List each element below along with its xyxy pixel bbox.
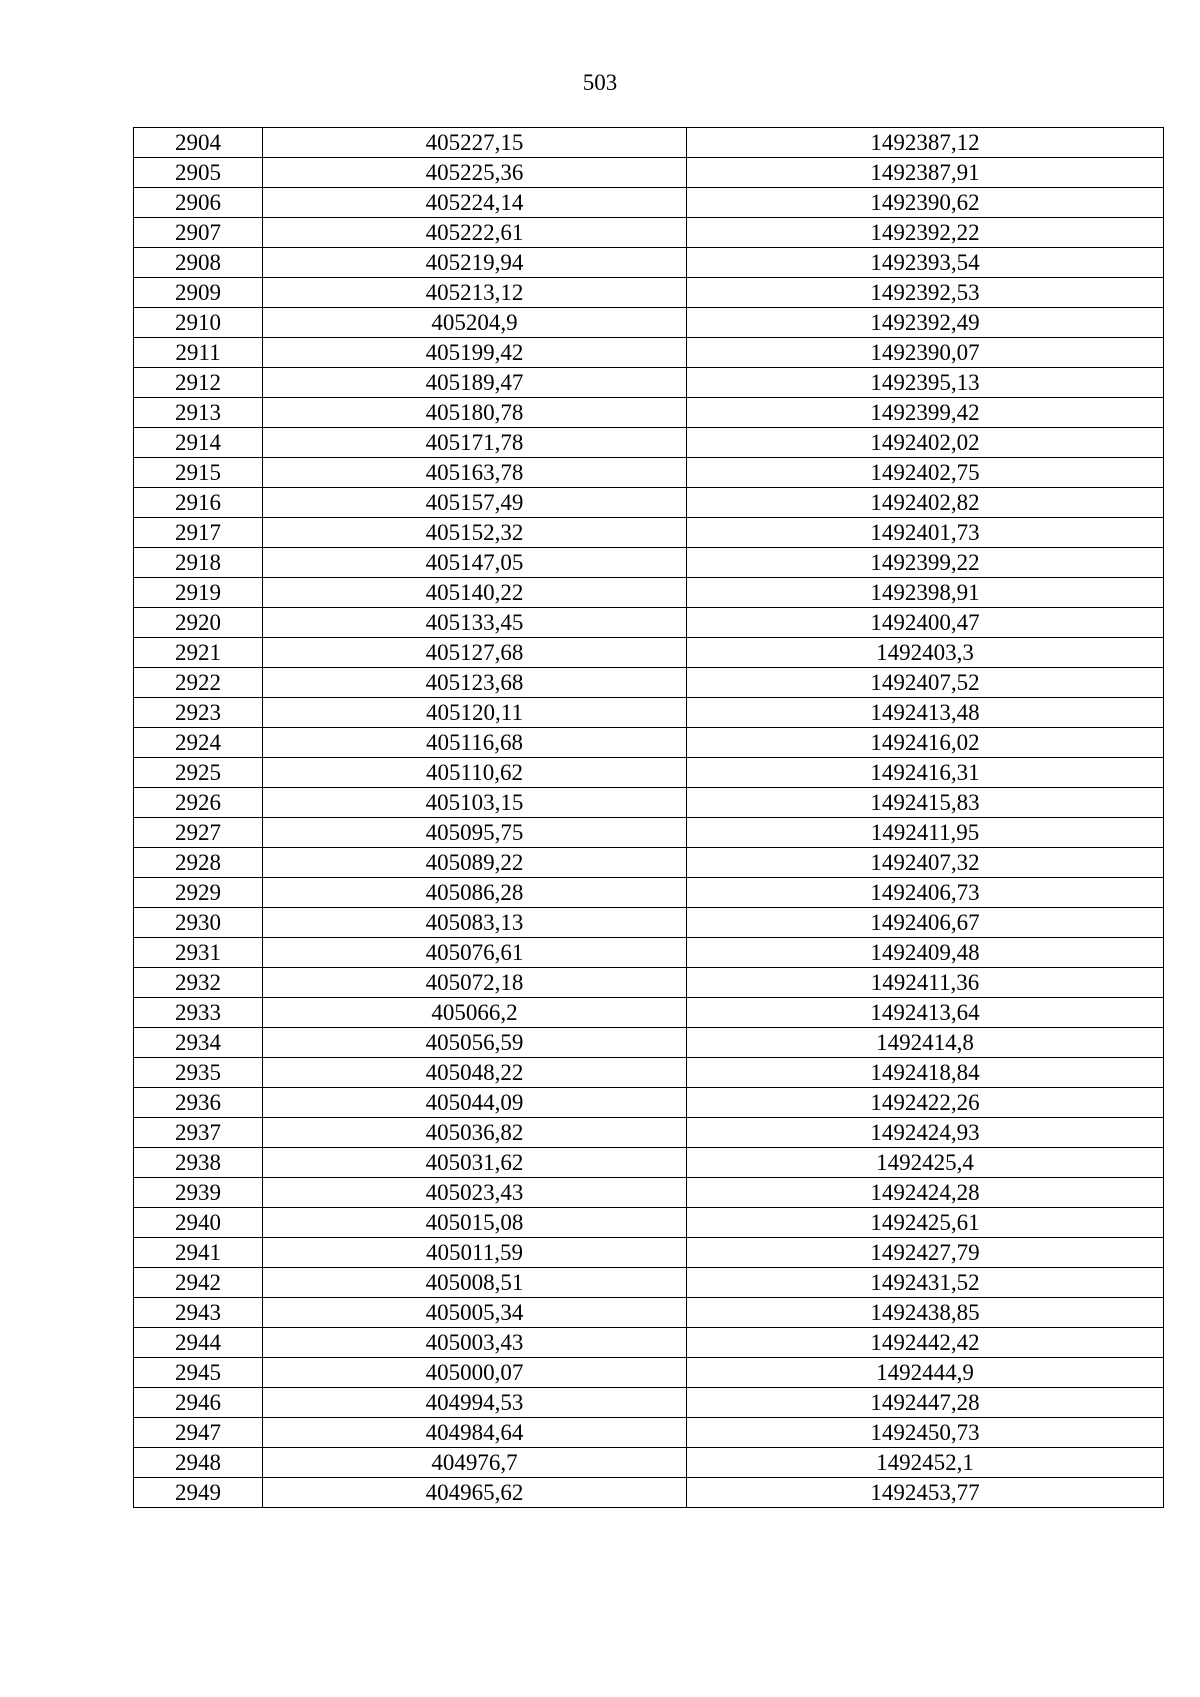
point-number-cell: 2910 [134, 308, 263, 338]
point-number-cell: 2941 [134, 1238, 263, 1268]
table-row [134, 218, 1164, 248]
point-number-cell: 2947 [134, 1418, 263, 1448]
point-number-cell: 2919 [134, 578, 263, 608]
y-coordinate-cell: 1492413,48 [687, 698, 1164, 728]
point-number-cell: 2926 [134, 788, 263, 818]
table-row [134, 878, 1164, 908]
y-coordinate-cell: 1492395,13 [687, 368, 1164, 398]
y-coordinate-cell: 1492392,49 [687, 308, 1164, 338]
y-coordinate-cell: 1492406,67 [687, 908, 1164, 938]
point-number-cell: 2925 [134, 758, 263, 788]
table-row [134, 638, 1164, 668]
point-number-cell: 2913 [134, 398, 263, 428]
y-coordinate-cell: 1492411,95 [687, 818, 1164, 848]
table-row [134, 188, 1164, 218]
table-row [134, 848, 1164, 878]
x-coordinate-cell: 405008,51 [263, 1268, 687, 1298]
point-number-cell: 2928 [134, 848, 263, 878]
point-number-cell: 2908 [134, 248, 263, 278]
table-row [134, 1148, 1164, 1178]
y-coordinate-cell: 1492418,84 [687, 1058, 1164, 1088]
x-coordinate-cell: 405066,2 [263, 998, 687, 1028]
table-row [134, 338, 1164, 368]
point-number-cell: 2948 [134, 1448, 263, 1478]
table-row [134, 758, 1164, 788]
x-coordinate-cell: 405015,08 [263, 1208, 687, 1238]
x-coordinate-cell: 405044,09 [263, 1088, 687, 1118]
table-row [134, 1268, 1164, 1298]
y-coordinate-cell: 1492450,73 [687, 1418, 1164, 1448]
point-number-cell: 2909 [134, 278, 263, 308]
point-number-cell: 2945 [134, 1358, 263, 1388]
x-coordinate-cell: 405031,62 [263, 1148, 687, 1178]
point-number-cell: 2949 [134, 1478, 263, 1508]
x-coordinate-cell: 405011,59 [263, 1238, 687, 1268]
y-coordinate-cell: 1492392,22 [687, 218, 1164, 248]
table-row [134, 1478, 1164, 1508]
x-coordinate-cell: 405204,9 [263, 308, 687, 338]
table-row [134, 548, 1164, 578]
y-coordinate-cell: 1492425,61 [687, 1208, 1164, 1238]
x-coordinate-cell: 405083,13 [263, 908, 687, 938]
y-coordinate-cell: 1492403,3 [687, 638, 1164, 668]
point-number-cell: 2927 [134, 818, 263, 848]
point-number-cell: 2935 [134, 1058, 263, 1088]
x-coordinate-cell: 405219,94 [263, 248, 687, 278]
y-coordinate-cell: 1492399,42 [687, 398, 1164, 428]
table-row [134, 1178, 1164, 1208]
page-number: 503 [582, 70, 618, 95]
x-coordinate-cell: 405095,75 [263, 818, 687, 848]
y-coordinate-cell: 1492393,54 [687, 248, 1164, 278]
x-coordinate-cell: 405003,43 [263, 1328, 687, 1358]
y-coordinate-cell: 1492413,64 [687, 998, 1164, 1028]
table-row [134, 578, 1164, 608]
x-coordinate-cell: 405171,78 [263, 428, 687, 458]
point-number-cell: 2939 [134, 1178, 263, 1208]
y-coordinate-cell: 1492411,36 [687, 968, 1164, 998]
y-coordinate-cell: 1492399,22 [687, 548, 1164, 578]
table-row [134, 398, 1164, 428]
point-number-cell: 2946 [134, 1388, 263, 1418]
table-row [134, 488, 1164, 518]
table-row [134, 1238, 1164, 1268]
point-number-cell: 2934 [134, 1028, 263, 1058]
point-number-cell: 2915 [134, 458, 263, 488]
x-coordinate-cell: 405086,28 [263, 878, 687, 908]
x-coordinate-cell: 404984,64 [263, 1418, 687, 1448]
point-number-cell: 2905 [134, 158, 263, 188]
x-coordinate-cell: 405189,47 [263, 368, 687, 398]
x-coordinate-cell: 404965,62 [263, 1478, 687, 1508]
x-coordinate-cell: 405157,49 [263, 488, 687, 518]
y-coordinate-cell: 1492416,02 [687, 728, 1164, 758]
table-row [134, 248, 1164, 278]
y-coordinate-cell: 1492402,75 [687, 458, 1164, 488]
point-number-cell: 2942 [134, 1268, 263, 1298]
y-coordinate-cell: 1492415,83 [687, 788, 1164, 818]
point-number-cell: 2921 [134, 638, 263, 668]
table-row [134, 368, 1164, 398]
y-coordinate-cell: 1492392,53 [687, 278, 1164, 308]
x-coordinate-cell: 405056,59 [263, 1028, 687, 1058]
table-row [134, 1118, 1164, 1148]
point-number-cell: 2930 [134, 908, 263, 938]
table-row [134, 1388, 1164, 1418]
x-coordinate-cell: 405127,68 [263, 638, 687, 668]
table-row [134, 1358, 1164, 1388]
x-coordinate-cell: 405222,61 [263, 218, 687, 248]
x-coordinate-cell: 405163,78 [263, 458, 687, 488]
point-number-cell: 2924 [134, 728, 263, 758]
point-number-cell: 2929 [134, 878, 263, 908]
point-number-cell: 2944 [134, 1328, 263, 1358]
table-row [134, 308, 1164, 338]
table-row [134, 1328, 1164, 1358]
y-coordinate-cell: 1492407,32 [687, 848, 1164, 878]
x-coordinate-cell: 405076,61 [263, 938, 687, 968]
point-number-cell: 2940 [134, 1208, 263, 1238]
point-number-cell: 2922 [134, 668, 263, 698]
table-row [134, 728, 1164, 758]
table-row [134, 1088, 1164, 1118]
y-coordinate-cell: 1492406,73 [687, 878, 1164, 908]
point-number-cell: 2920 [134, 608, 263, 638]
y-coordinate-cell: 1492424,28 [687, 1178, 1164, 1208]
table-row [134, 518, 1164, 548]
point-number-cell: 2923 [134, 698, 263, 728]
table-body [134, 128, 1164, 1508]
y-coordinate-cell: 1492452,1 [687, 1448, 1164, 1478]
x-coordinate-cell: 405140,22 [263, 578, 687, 608]
x-coordinate-cell: 405072,18 [263, 968, 687, 998]
table-row [134, 998, 1164, 1028]
y-coordinate-cell: 1492427,79 [687, 1238, 1164, 1268]
point-number-cell: 2937 [134, 1118, 263, 1148]
x-coordinate-cell: 405147,05 [263, 548, 687, 578]
x-coordinate-cell: 405116,68 [263, 728, 687, 758]
table-row [134, 908, 1164, 938]
x-coordinate-cell: 404994,53 [263, 1388, 687, 1418]
table-row [134, 668, 1164, 698]
point-number-cell: 2911 [134, 338, 263, 368]
table-row [134, 608, 1164, 638]
y-coordinate-cell: 1492453,77 [687, 1478, 1164, 1508]
x-coordinate-cell: 405123,68 [263, 668, 687, 698]
y-coordinate-cell: 1492442,42 [687, 1328, 1164, 1358]
table-row [134, 788, 1164, 818]
table-row [134, 428, 1164, 458]
table-row [134, 1028, 1164, 1058]
point-number-cell: 2916 [134, 488, 263, 518]
x-coordinate-cell: 405000,07 [263, 1358, 687, 1388]
y-coordinate-cell: 1492438,85 [687, 1298, 1164, 1328]
y-coordinate-cell: 1492390,07 [687, 338, 1164, 368]
point-number-cell: 2904 [134, 128, 263, 158]
x-coordinate-cell: 405199,42 [263, 338, 687, 368]
x-coordinate-cell: 405152,32 [263, 518, 687, 548]
point-number-cell: 2912 [134, 368, 263, 398]
x-coordinate-cell: 405180,78 [263, 398, 687, 428]
y-coordinate-cell: 1492402,02 [687, 428, 1164, 458]
x-coordinate-cell: 405213,12 [263, 278, 687, 308]
x-coordinate-cell: 405133,45 [263, 608, 687, 638]
point-number-cell: 2938 [134, 1148, 263, 1178]
point-number-cell: 2936 [134, 1088, 263, 1118]
y-coordinate-cell: 1492414,8 [687, 1028, 1164, 1058]
x-coordinate-cell: 405023,43 [263, 1178, 687, 1208]
y-coordinate-cell: 1492431,52 [687, 1268, 1164, 1298]
x-coordinate-cell: 405120,11 [263, 698, 687, 728]
point-number-cell: 2933 [134, 998, 263, 1028]
table-row [134, 968, 1164, 998]
y-coordinate-cell: 1492422,26 [687, 1088, 1164, 1118]
point-number-cell: 2906 [134, 188, 263, 218]
x-coordinate-cell: 405110,62 [263, 758, 687, 788]
coordinates-table [133, 127, 1164, 1508]
x-coordinate-cell: 405048,22 [263, 1058, 687, 1088]
x-coordinate-cell: 405224,14 [263, 188, 687, 218]
y-coordinate-cell: 1492407,52 [687, 668, 1164, 698]
x-coordinate-cell: 405036,82 [263, 1118, 687, 1148]
x-coordinate-cell: 405089,22 [263, 848, 687, 878]
y-coordinate-cell: 1492416,31 [687, 758, 1164, 788]
x-coordinate-cell: 405005,34 [263, 1298, 687, 1328]
y-coordinate-cell: 1492398,91 [687, 578, 1164, 608]
y-coordinate-cell: 1492444,9 [687, 1358, 1164, 1388]
y-coordinate-cell: 1492390,62 [687, 188, 1164, 218]
table-row [134, 128, 1164, 158]
table-row [134, 1448, 1164, 1478]
table-row [134, 1418, 1164, 1448]
y-coordinate-cell: 1492400,47 [687, 608, 1164, 638]
table-row [134, 1058, 1164, 1088]
point-number-cell: 2907 [134, 218, 263, 248]
x-coordinate-cell: 404976,7 [263, 1448, 687, 1478]
table-row [134, 458, 1164, 488]
point-number-cell: 2917 [134, 518, 263, 548]
y-coordinate-cell: 1492402,82 [687, 488, 1164, 518]
y-coordinate-cell: 1492387,91 [687, 158, 1164, 188]
table-row [134, 1208, 1164, 1238]
x-coordinate-cell: 405227,15 [263, 128, 687, 158]
y-coordinate-cell: 1492387,12 [687, 128, 1164, 158]
y-coordinate-cell: 1492401,73 [687, 518, 1164, 548]
table-row [134, 1298, 1164, 1328]
point-number-cell: 2918 [134, 548, 263, 578]
y-coordinate-cell: 1492424,93 [687, 1118, 1164, 1148]
table-row [134, 818, 1164, 848]
x-coordinate-cell: 405225,36 [263, 158, 687, 188]
point-number-cell: 2931 [134, 938, 263, 968]
point-number-cell: 2914 [134, 428, 263, 458]
table-row [134, 278, 1164, 308]
point-number-cell: 2943 [134, 1298, 263, 1328]
table-row [134, 158, 1164, 188]
table-row [134, 698, 1164, 728]
y-coordinate-cell: 1492409,48 [687, 938, 1164, 968]
y-coordinate-cell: 1492425,4 [687, 1148, 1164, 1178]
y-coordinate-cell: 1492447,28 [687, 1388, 1164, 1418]
x-coordinate-cell: 405103,15 [263, 788, 687, 818]
table-row [134, 938, 1164, 968]
point-number-cell: 2932 [134, 968, 263, 998]
